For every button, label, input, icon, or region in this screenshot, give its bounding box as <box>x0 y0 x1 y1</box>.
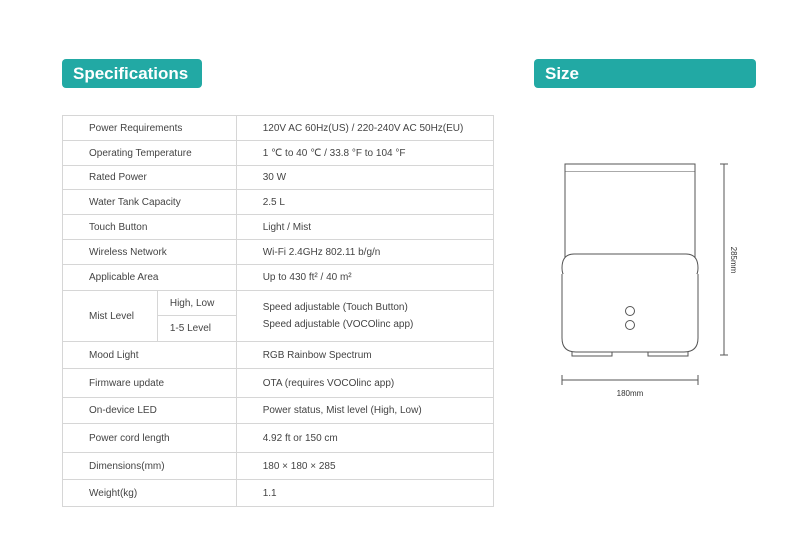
spec-label: Mist Level <box>63 291 158 342</box>
spec-label: Rated Power <box>63 166 237 190</box>
spec-value: Up to 430 ft² / 40 m² <box>236 265 493 291</box>
table-row <box>63 215 494 240</box>
table-row <box>63 116 494 141</box>
table-row <box>63 190 494 215</box>
spec-value: Light / Mist <box>236 215 493 240</box>
table-row <box>63 240 494 265</box>
specifications-title: Specifications <box>73 63 189 83</box>
humidifier-size-diagram <box>534 150 764 410</box>
spec-value: 4.92 ft or 150 cm <box>236 424 493 453</box>
table-row <box>63 480 494 507</box>
spec-label: On-device LED <box>63 398 237 424</box>
spec-value: 1 ℃ to 40 ℃ / 33.8 °F to 104 °F <box>236 141 493 166</box>
specifications-header <box>62 59 202 88</box>
height-label: 285mm <box>729 246 738 274</box>
table-row <box>63 398 494 424</box>
table-row <box>63 291 494 316</box>
humidifier-illustration <box>562 164 698 356</box>
spec-value: 120V AC 60Hz(US) / 220-240V AC 50Hz(EU) <box>236 116 493 141</box>
spec-value: Speed adjustable (Touch Button) <box>236 291 493 316</box>
spec-value: 180 × 180 × 285 <box>236 453 493 480</box>
spec-value: OTA (requires VOCOlinc app) <box>236 369 493 398</box>
spec-sublabel: High, Low <box>157 291 236 316</box>
spec-label: Water Tank Capacity <box>63 190 237 215</box>
width-label: 180mm <box>616 389 644 398</box>
spec-label: Touch Button <box>63 215 237 240</box>
table-row <box>63 166 494 190</box>
width-dimension-line <box>562 375 698 385</box>
spec-value: Power status, Mist level (High, Low) <box>236 398 493 424</box>
spec-label: Applicable Area <box>63 265 237 291</box>
spec-label: Mood Light <box>63 342 237 369</box>
spec-label: Power Requirements <box>63 116 237 141</box>
table-row <box>63 342 494 369</box>
spec-value: Speed adjustable (VOCOlinc app) <box>236 316 493 342</box>
table-row <box>63 141 494 166</box>
spec-label: Weight(kg) <box>63 480 237 507</box>
size-title: Size <box>545 63 580 83</box>
spec-value: 1.1 <box>236 480 493 507</box>
spec-label: Operating Temperature <box>63 141 237 166</box>
size-header <box>534 59 756 88</box>
table-row <box>63 453 494 480</box>
height-dimension-line <box>720 164 728 355</box>
spec-label: Firmware update <box>63 369 237 398</box>
spec-sublabel: 1-5 Level <box>157 316 236 342</box>
spec-value: 2.5 L <box>236 190 493 215</box>
table-row <box>63 369 494 398</box>
spec-label: Power cord length <box>63 424 237 453</box>
spec-value: RGB Rainbow Spectrum <box>236 342 493 369</box>
spec-label: Wireless Network <box>63 240 237 265</box>
spec-value: 30 W <box>236 166 493 190</box>
spec-value: Wi-Fi 2.4GHz 802.11 b/g/n <box>236 240 493 265</box>
specifications-table <box>62 115 494 507</box>
spec-label: Dimensions(mm) <box>63 453 237 480</box>
table-row <box>63 424 494 453</box>
table-row <box>63 265 494 291</box>
